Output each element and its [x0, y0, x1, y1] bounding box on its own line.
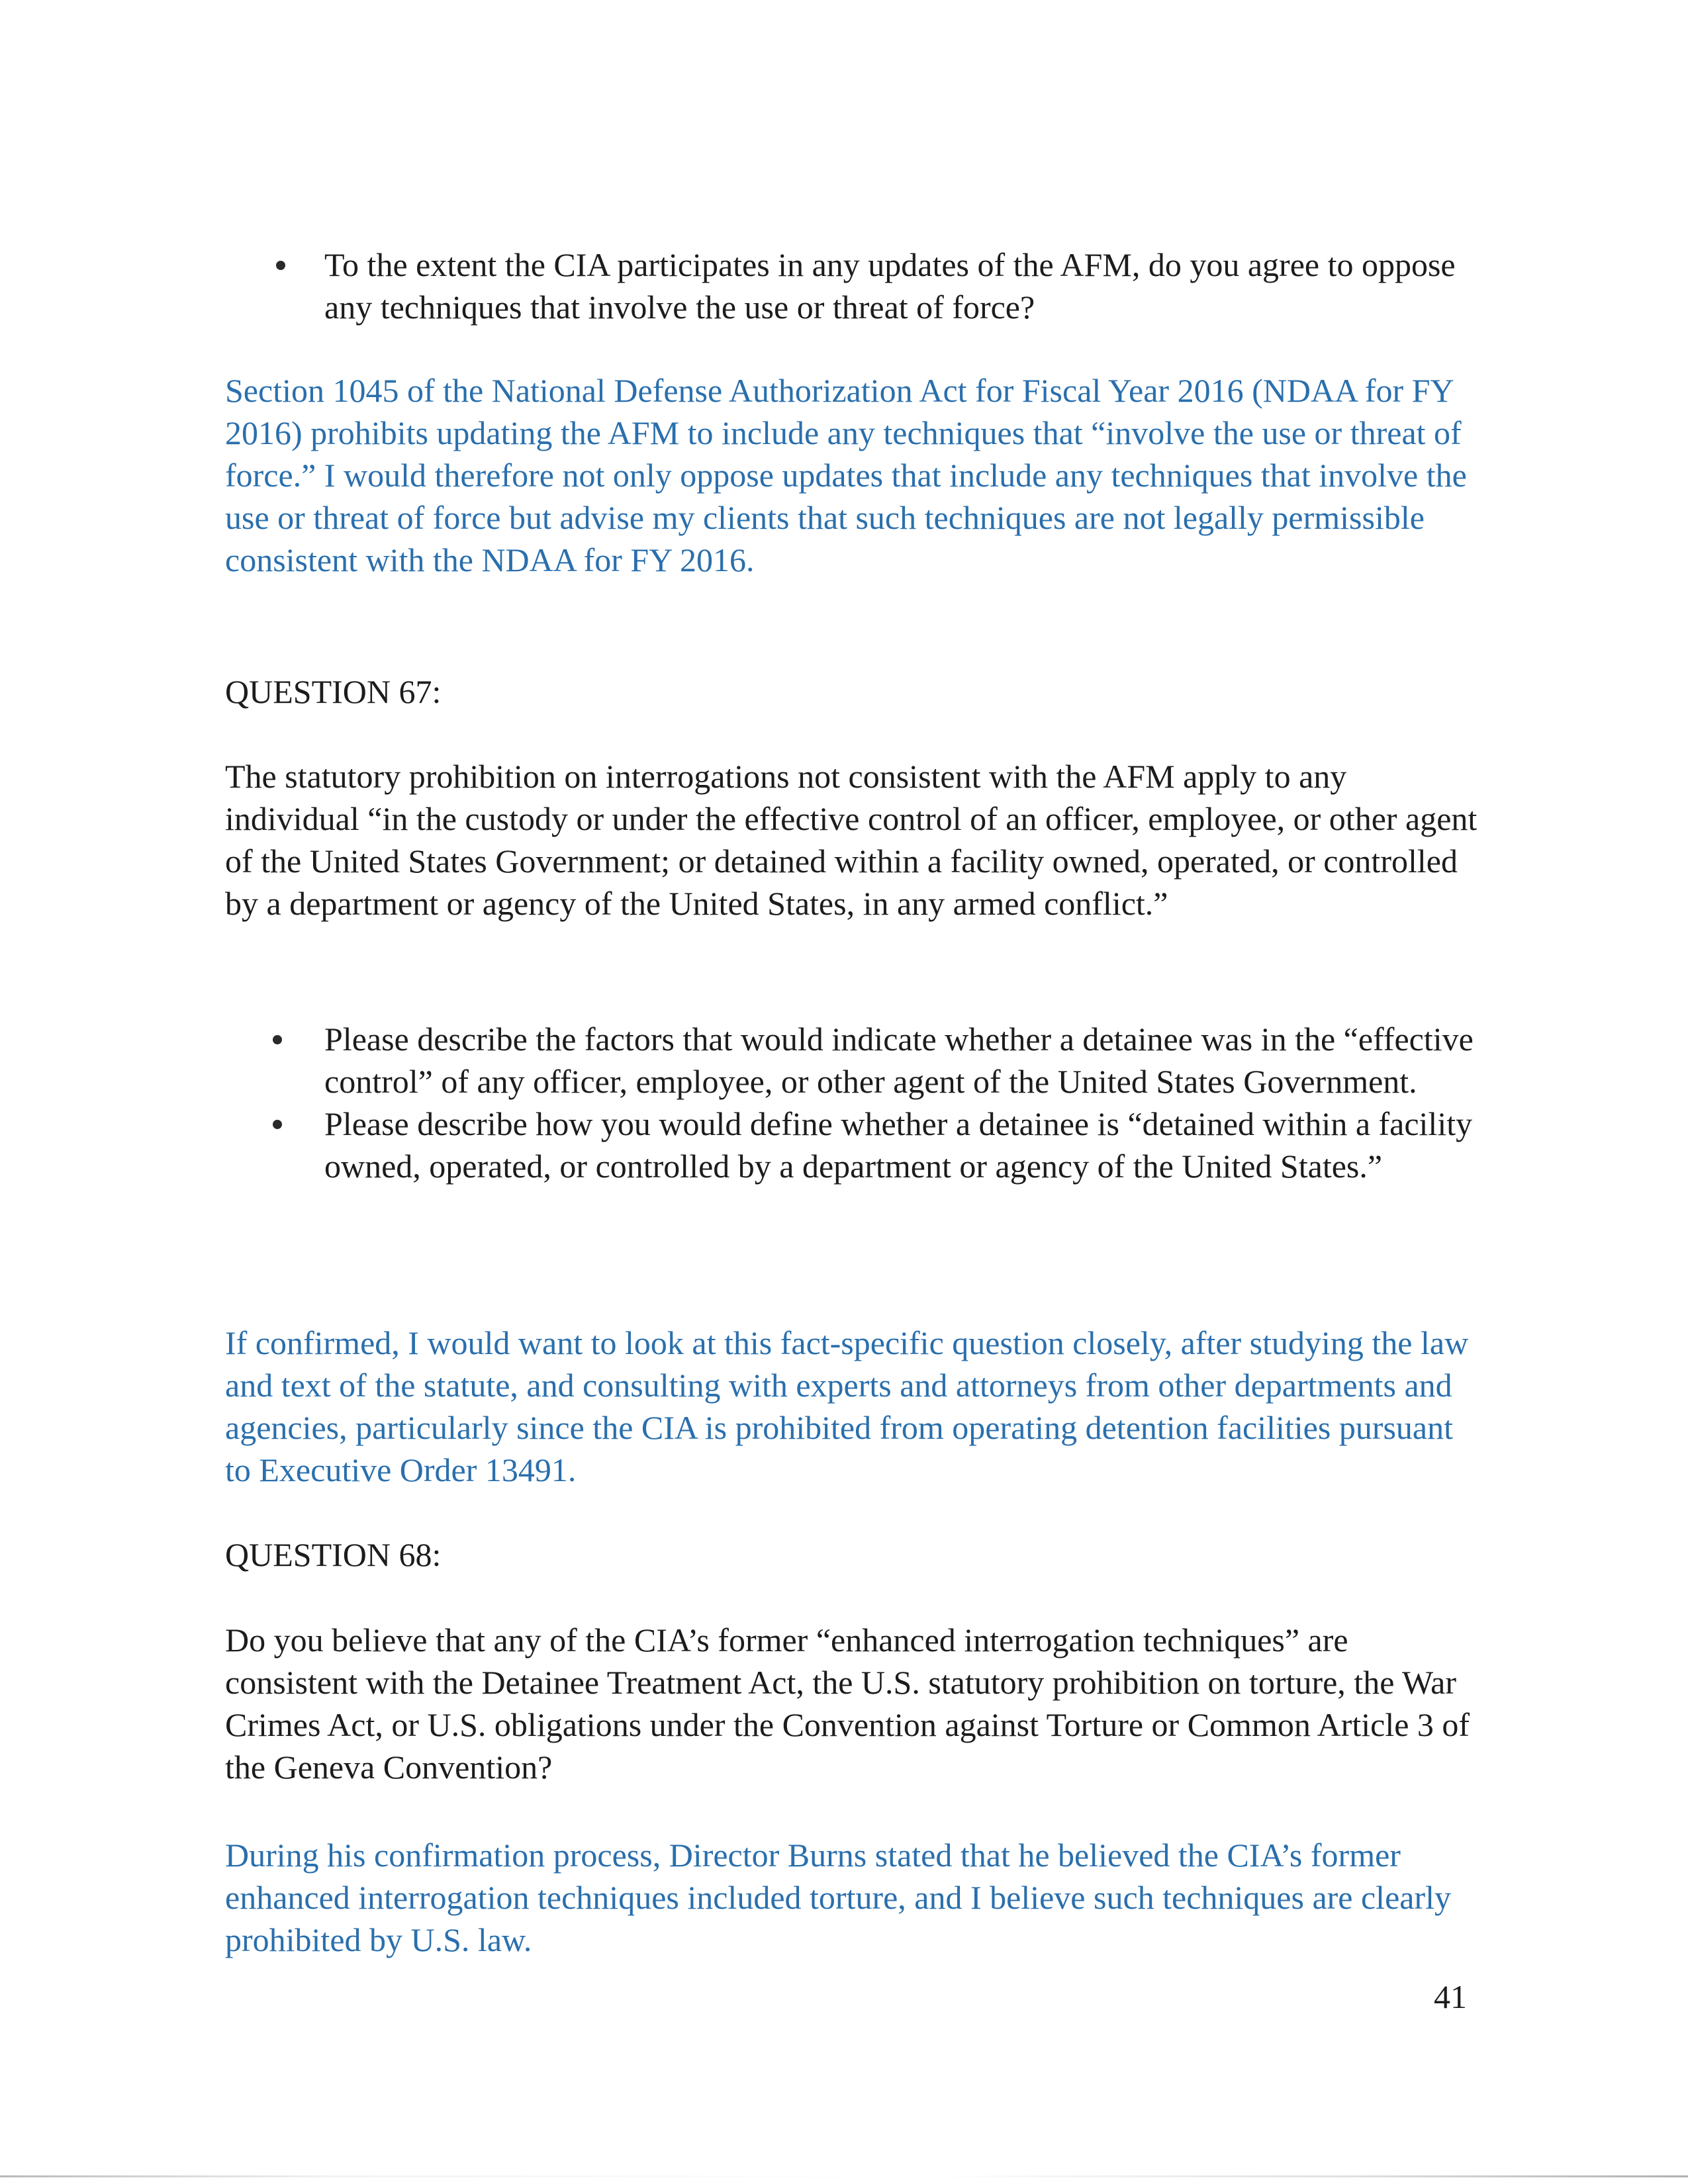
q66-bullet-text: To the extent the CIA participates in any updates of the AFM, do you agree to oppose any techniques that involve the use or threat of force? — [324, 246, 1456, 326]
q66-bullet-item — [227, 244, 1485, 328]
bullet-icon — [273, 1035, 282, 1044]
question-68-label: QUESTION 68: — [225, 1536, 442, 1573]
q67-bullet-text-1: Please describe the factors that would indicate whether a detainee was in the “effective control” of any officer, employee, or other agent of the United States Government. — [324, 1021, 1474, 1100]
answer-q66: Section 1045 of the National Defense Authorization Act for Fiscal Year 2016 (NDAA for FY 2016) prohibits updating the AFM to include any techniques that “involve the use or threat of force.” I would therefore not only oppose updates that include any techniques that involve the use or threat of force but advise my clients that such techniques are not legally permissible consistent with the NDAA for FY 2016. — [225, 372, 1467, 578]
bullet-icon — [273, 1120, 282, 1129]
bullet-icon — [276, 261, 285, 270]
answer-q68: During his confirmation process, Director Burns stated that he believed the CIA’s former enhanced interrogation techniques included torture, and I believe such techniques are clearly prohibited by U.S. law. — [225, 1837, 1452, 1958]
answer-q67: If confirmed, I would want to look at this fact-specific question closely, after studying the law and text of the statute, and consulting with experts and attorneys from other departments and agencies, particularly since the CIA is prohibited from operating detention facilities pursuant to Executive Order 13491. — [225, 1324, 1469, 1488]
question-67-label: QUESTION 67: — [225, 673, 442, 710]
question-67-text: The statutory prohibition on interrogations not consistent with the AFM apply to any individual “in the custody or under the effective control of an officer, employee, or other agent of the United States Government; or detained within a facility owned, operated, or controlled by a department or agency of the United States, in any armed conflict.” — [225, 758, 1477, 922]
q67-bullet-text-2: Please describe how you would define whether a detainee is “detained within a facility owned, operated, or controlled by a department or agency of the United States.” — [324, 1105, 1473, 1185]
q67-bullet-item-2 — [225, 1103, 1483, 1187]
question-68-text: Do you believe that any of the CIA’s former “enhanced interrogation techniques” are consistent with the Detainee Treatment Act, the U.S. statutory prohibition on torture, the War Crimes Act, or U.S. obligations under the Convention against Torture or Common Article 3 of the Geneva Convention? — [225, 1621, 1470, 1786]
scan-edge-divider — [0, 2175, 1688, 2177]
q67-bullet-list — [225, 1018, 1483, 1187]
q67-bullet-item-1 — [225, 1018, 1483, 1103]
q66-bullet-list — [227, 244, 1485, 328]
page-number: 41 — [1434, 1978, 1467, 2015]
